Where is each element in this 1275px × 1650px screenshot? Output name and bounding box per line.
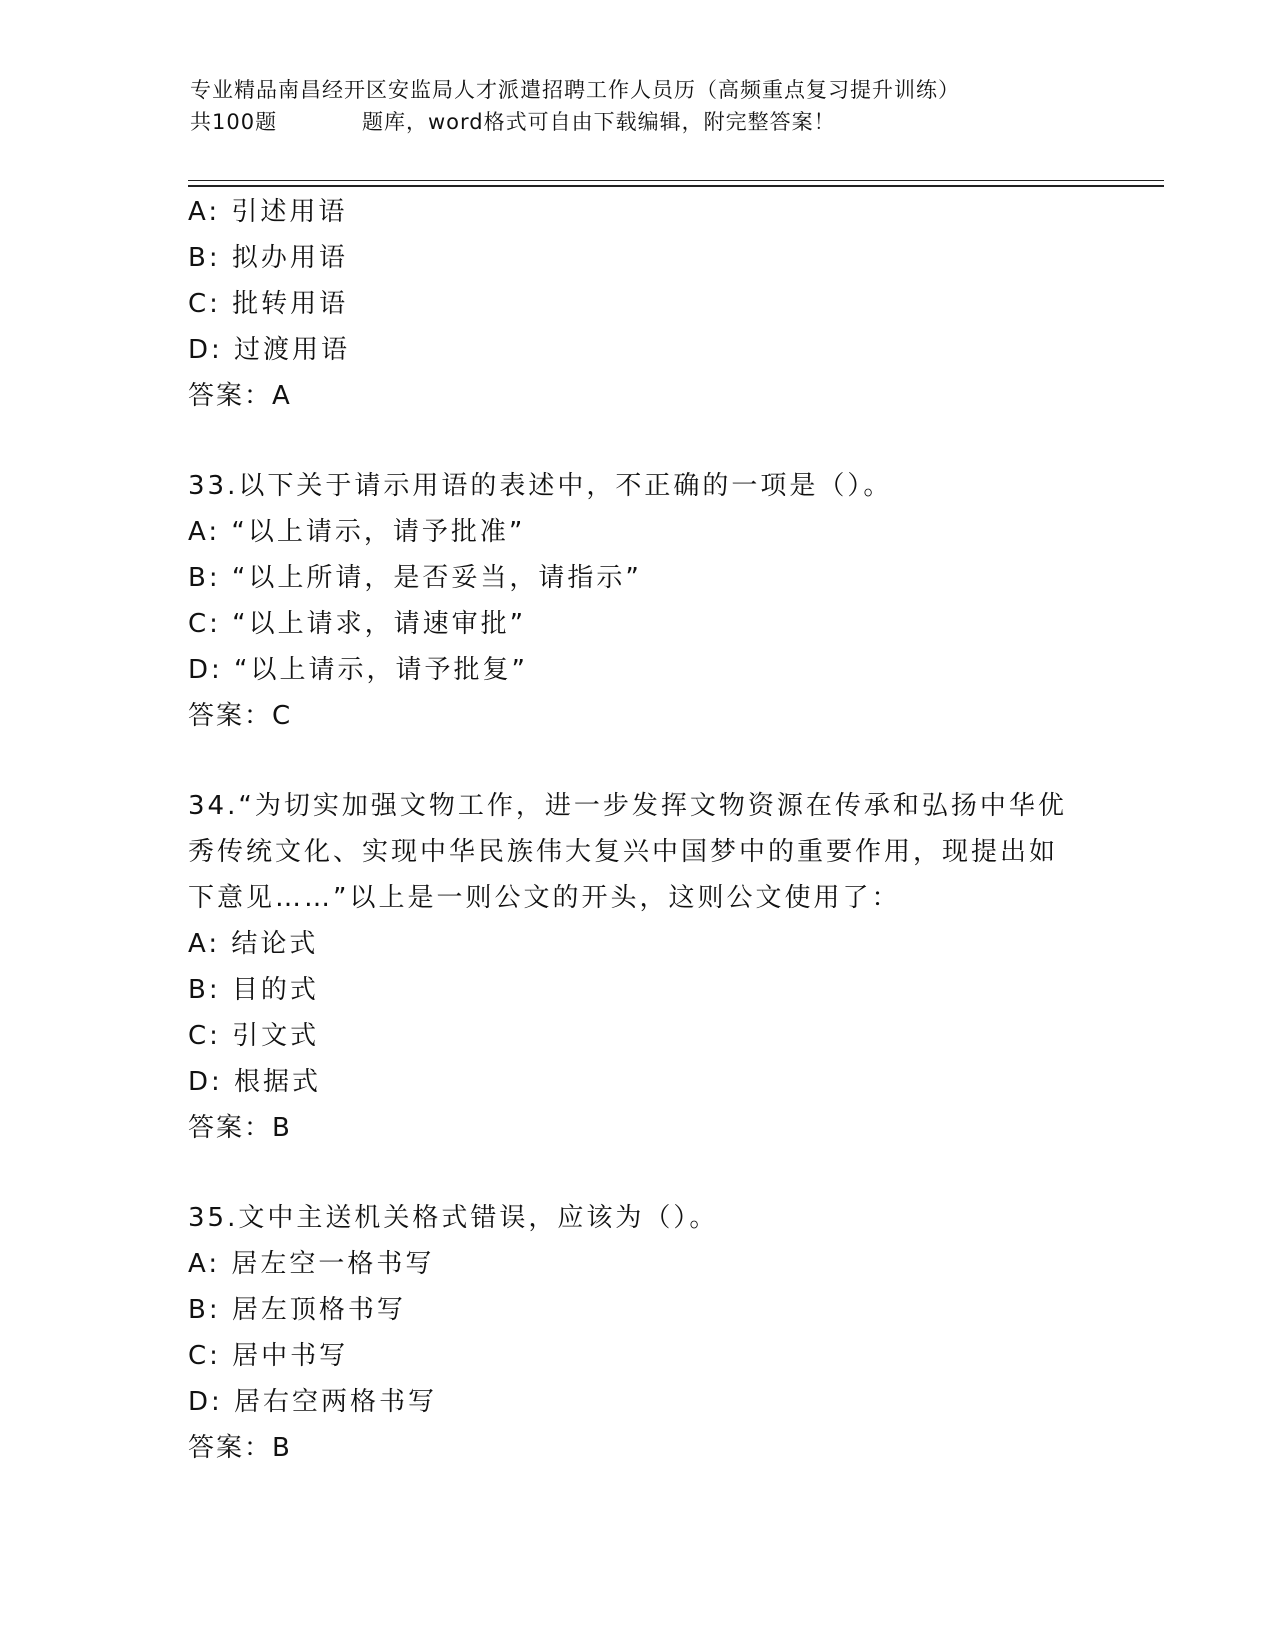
option-b: B: 居左顶格书写 (188, 1295, 406, 1325)
header-subline (190, 106, 1090, 138)
option-a: A: 结论式 (188, 929, 319, 959)
answer: 答案：A (188, 381, 292, 411)
question-text: 35.文中主送机关格式错误，应该为（）。 (188, 1203, 719, 1233)
header-title: 专业精品南昌经开区安监局人才派遣招聘工作人员历（高频重点复习提升训练） (190, 78, 960, 102)
question-text-line-3: 下意见……”以上是一则公文的开头，这则公文使用了： (188, 883, 901, 913)
header-divider-thick (188, 185, 1164, 187)
page-header (190, 74, 1090, 138)
option-a: A: 引述用语 (188, 197, 348, 227)
option-c: C: 引文式 (188, 1021, 320, 1051)
option-b: B: 拟办用语 (188, 243, 348, 273)
option-c: C: 批转用语 (188, 289, 349, 319)
question-count: 共100题 (190, 110, 278, 134)
header-subtitle: 题库，word格式可自由下载编辑，附完整答案！ (362, 110, 836, 134)
question-list (188, 189, 1088, 1471)
question-33 (188, 463, 1088, 739)
option-d: D: “以上请示，请予批复” (188, 655, 528, 685)
question-34 (188, 783, 1088, 1151)
spacer (188, 739, 1088, 783)
option-d: D: 居右空两格书写 (188, 1387, 438, 1417)
option-b: B: “以上所请，是否妥当，请指示” (188, 563, 642, 593)
answer: 答案：B (188, 1113, 292, 1143)
answer: 答案：B (188, 1433, 292, 1463)
option-a: A: 居左空一格书写 (188, 1249, 435, 1279)
header-divider-thin (188, 180, 1164, 181)
spacer (188, 419, 1088, 463)
question-35 (188, 1195, 1088, 1471)
option-c: C: “以上请求，请速审批” (188, 609, 527, 639)
question-text-line-2: 秀传统文化、实现中华民族伟大复兴中国梦中的重要作用，现提出如 (188, 837, 1059, 867)
answer: 答案：C (188, 701, 293, 731)
question-32 (188, 189, 1088, 419)
option-a: A: “以上请示，请予批准” (188, 517, 526, 547)
question-text: 33.以下关于请示用语的表述中，不正确的一项是（）。 (188, 471, 893, 501)
option-d: D: 过渡用语 (188, 335, 351, 365)
spacer (188, 1151, 1088, 1195)
question-text-line-1: 34.“为切实加强文物工作，进一步发挥文物资源在传承和弘扬中华优 (188, 791, 1067, 821)
option-d: D: 根据式 (188, 1067, 322, 1097)
option-b: B: 目的式 (188, 975, 319, 1005)
option-c: C: 居中书写 (188, 1341, 349, 1371)
